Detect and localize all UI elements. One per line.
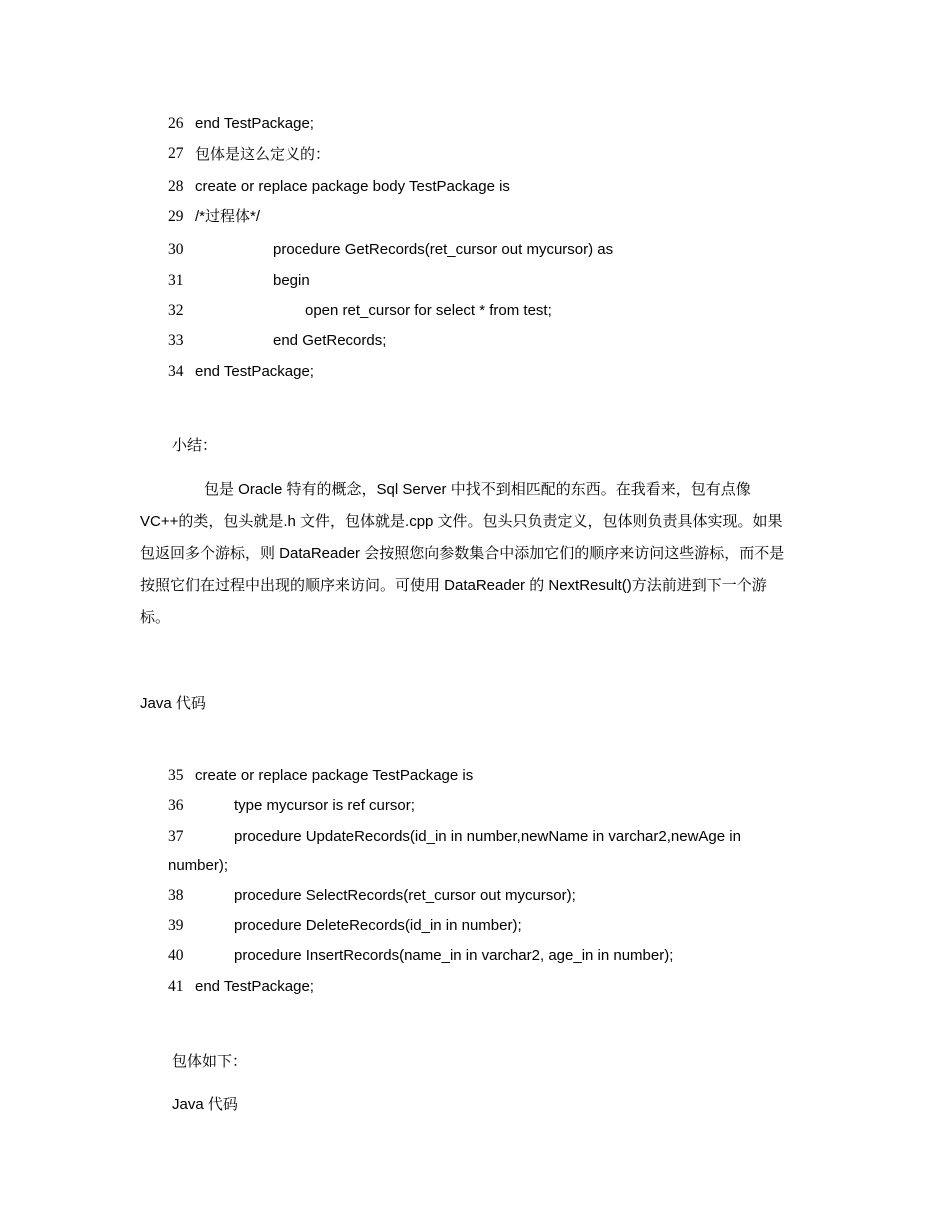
- code-text: type mycursor is ref cursor;: [234, 797, 415, 814]
- line-number: 27: [168, 145, 184, 162]
- java-code-label: Java 代码: [140, 695, 206, 712]
- paragraph-line: 按照它们在过程中出现的顺序来访问。可使用 DataReader 的 NextResult()方法前进到下一个游: [140, 577, 767, 594]
- code-text: end TestPackage;: [195, 363, 314, 380]
- package-body-label: 包体如下：: [172, 1053, 248, 1070]
- line-number: 34: [168, 363, 184, 380]
- code-text: create or replace package TestPackage is: [195, 767, 474, 784]
- code-text: procedure DeleteRecords(id_in in number);: [234, 917, 522, 934]
- code-text: procedure SelectRecords(ret_cursor out mycursor);: [234, 887, 576, 904]
- code-text: begin: [273, 272, 310, 289]
- line-number: 41: [168, 978, 184, 995]
- code-text: number);: [168, 857, 229, 874]
- paragraph-line: 包是 Oracle 特有的概念，Sql Server 中找不到相匹配的东西。在我看来，包有点像: [204, 481, 751, 498]
- line-number: 35: [168, 767, 184, 784]
- line-number: 30: [168, 241, 184, 258]
- code-text: procedure InsertRecords(name_in in varchar2, age_in in number);: [234, 947, 674, 964]
- code-text: procedure GetRecords(ret_cursor out mycursor) as: [273, 241, 614, 258]
- paragraph-line: VC++的类，包头就是.h 文件，包体就是.cpp 文件。包头只负责定义，包体则负责具体实现。如果: [140, 513, 783, 530]
- line-number: 40: [168, 947, 184, 964]
- paragraph-line: 标。: [140, 609, 171, 626]
- paragraph-line: 包返回多个游标，则 DataReader 会按照您向参数集合中添加它们的顺序来访问这些游标，而不是: [140, 545, 785, 562]
- code-text: 包体是这么定义的：: [195, 145, 331, 163]
- code-text: end TestPackage;: [195, 115, 314, 132]
- line-number: 32: [168, 302, 184, 319]
- line-number: 29: [168, 208, 184, 225]
- line-number: 33: [168, 332, 184, 349]
- code-text: create or replace package body TestPackage is: [195, 178, 510, 195]
- line-number: 31: [168, 272, 184, 289]
- java-code-label: Java 代码: [172, 1096, 238, 1113]
- code-text: end TestPackage;: [195, 978, 314, 995]
- line-number: 28: [168, 178, 184, 195]
- line-number: 39: [168, 917, 184, 934]
- code-text: end GetRecords;: [273, 332, 387, 349]
- line-number: 36: [168, 797, 184, 814]
- line-number: 37: [168, 828, 184, 845]
- summary-heading: 小结：: [172, 437, 218, 454]
- line-number: 38: [168, 887, 184, 904]
- code-text: procedure UpdateRecords(id_in in number,newName in varchar2,newAge in: [234, 828, 741, 845]
- code-text: /*过程体*/: [195, 208, 261, 225]
- line-number: 26: [168, 115, 184, 132]
- code-text: open ret_cursor for select * from test;: [305, 302, 552, 319]
